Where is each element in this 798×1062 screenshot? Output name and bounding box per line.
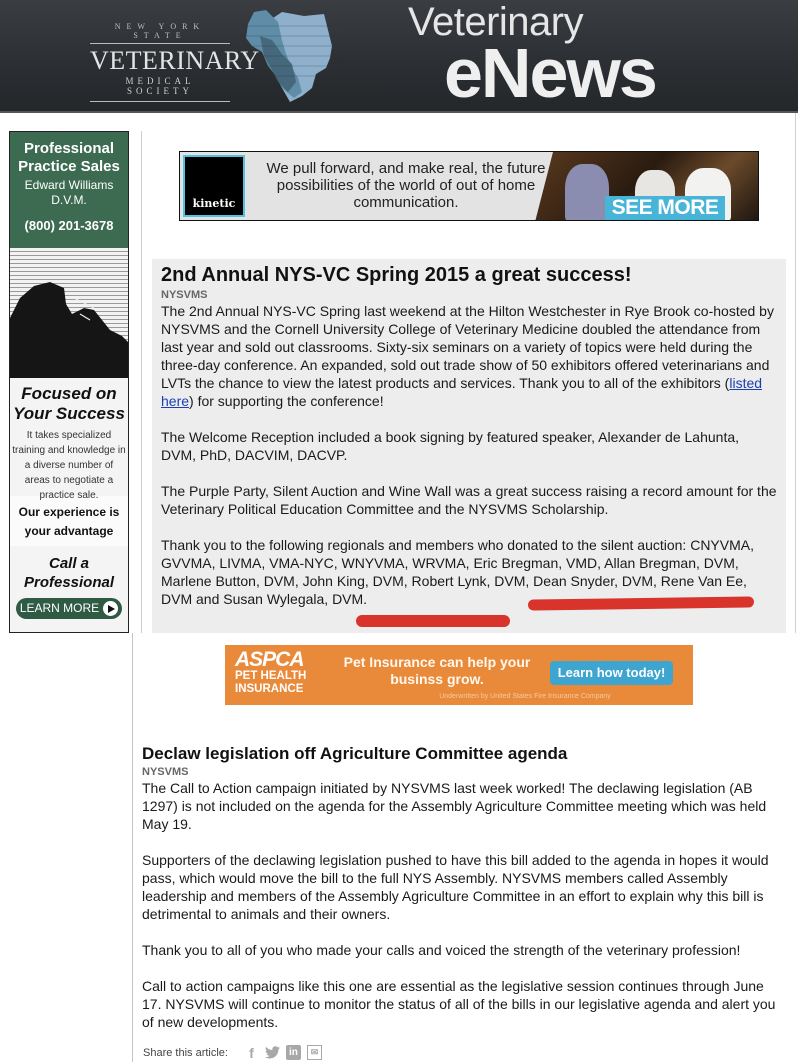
title-veterinary: Veterinary (408, 0, 584, 44)
aspca-pet-insurance-ad[interactable] (225, 645, 693, 705)
linkedin-icon[interactable]: in (286, 1045, 301, 1060)
article-body (142, 779, 782, 1031)
see-more-button[interactable]: SEE MORE (605, 196, 725, 220)
article-source: NYSVMS (161, 289, 208, 301)
ad-heading: Professional Practice Sales (18, 140, 120, 175)
play-arrow-icon (103, 601, 118, 616)
paragraph-text: The 2nd Annual NYS-VC Spring last weekend at the Hilton Westchester in Rye Brook co-hosted by NYSVMS and the Cornell University College of Veterinary Medicine doubled the attendance from last year and sold out classrooms. Sixty-six seminars on a variety of topics were held during the three-day conference. An expanded, sold out trade show of 50 exhibitors offered veterinarians and LVTs the chance to view the latest products and services. Thank you to all of the exhibitors ( (161, 303, 774, 391)
twitter-bird-icon (265, 1046, 280, 1059)
article-paragraph: The Purple Party, Silent Auction and Wine Wall was a great success raising a record amount for the Veterinary Political Education Committee and the NYSVMS Scholarship. (161, 483, 777, 517)
ad-experience-text: Our experience is your advantage (10, 496, 128, 546)
ad-focus-section (10, 378, 128, 501)
article-source: NYSVMS (142, 766, 189, 778)
article-paragraph: The Call to Action campaign initiated by NYSVMS last week worked! The declawing legislation (AB 1297) is not included on the agenda for the Assembly Agriculture Committee meeting which was held May 19. (142, 780, 767, 832)
title-enews: eNews (444, 34, 656, 112)
logo-veterinary-text: VETERINARY (90, 46, 260, 75)
logo-state-text: NEW YORK STATE (90, 22, 230, 44)
column-divider (141, 131, 142, 633)
learn-how-today-button[interactable]: Learn how today! (550, 661, 673, 685)
ad-name: Edward Williams D.V.M. (24, 178, 114, 207)
ad-focus-heading: Focused on Your Success (13, 384, 125, 423)
kinetic-ad-text: We pull forward, and make real, the future possibilities of the world of out of home communication. (266, 160, 546, 211)
ad-phone: (800) 201-3678 (24, 218, 114, 233)
article-paragraph: Supporters of the declawing legislation pushed to have this bill added to the agenda in hopes it would pass, which would move the bill to the full NYS Assembly. NYSVMS members called Assembly leadership and members of the Assembly Agriculture Committee in an effort to explain why this bill is detrimental to animals and their owners. (142, 852, 769, 922)
listed-here-link[interactable]: listed here (161, 375, 763, 409)
article-body (161, 302, 777, 608)
kinetic-banner-ad[interactable] (179, 151, 759, 221)
aspca-logo (235, 650, 315, 696)
article-paragraph (161, 302, 777, 410)
paragraph-text: ) for supporting the conference! (189, 393, 384, 409)
facebook-icon[interactable]: f (249, 1044, 254, 1061)
logo-society-text: MEDICAL SOCIETY (90, 76, 230, 102)
article-declaw-legislation (142, 744, 782, 1031)
article-paragraph: The Welcome Reception included a book signing by featured speaker, Alexander de Lahunta, DVM, PhD, DACVIM, DACVP. (161, 429, 740, 463)
aspca-logo-line2: PET HEALTH (235, 670, 307, 682)
article-title[interactable]: Declaw legislation off Agriculture Committee agenda (142, 744, 568, 763)
red-underline-annotation (356, 615, 510, 627)
ad-silhouette-photo (10, 248, 128, 378)
aspca-ad-message: Pet Insurance can help your businss grow. (343, 654, 531, 687)
animal-silhouette-logo-icon (242, 6, 342, 102)
right-border (795, 113, 796, 633)
kinetic-logo: kinetic (183, 155, 245, 217)
ad-green-header (10, 132, 128, 248)
newsletter-header (0, 0, 798, 113)
learn-more-label: LEARN MORE (19, 601, 100, 615)
article-paragraph: Thank you to all of you who made your calls and voiced the strength of the veterinary profession! (142, 942, 741, 958)
nysvms-logo[interactable] (90, 22, 260, 102)
aspca-logo-text: ASPCA (235, 648, 304, 671)
aspca-logo-line3: INSURANCE (235, 683, 304, 695)
email-icon[interactable]: ✉ (307, 1045, 322, 1060)
twitter-icon[interactable] (265, 1045, 280, 1060)
aspca-underwritten-text: Underwritten by United States Fire Insurance Company (439, 693, 611, 700)
ad-focus-text: It takes specialized training and knowledge in a diverse number of areas to negotiate a practice sale. (12, 430, 126, 501)
article-nys-vc-spring (152, 259, 786, 633)
article-title[interactable]: 2nd Annual NYS-VC Spring 2015 a great success! (161, 264, 632, 286)
share-bar (143, 1045, 322, 1060)
ad-call-section (10, 546, 128, 633)
man-silhouette-icon (10, 248, 128, 378)
ad-call-text: Call a Professional (23, 555, 115, 591)
person-figure (565, 164, 609, 221)
practice-sales-ad[interactable] (9, 131, 129, 633)
column-divider-lower (132, 633, 133, 1062)
article-paragraph: Thank you to the following regionals and members who donated to the silent auction: CNYVMA, GVVMA, LIVMA, VMA-NYC, WNYVMA, WRVMA, Eric Bregman, VMD, Allan Bregman, DVM, Marlene Button, DVM, John King, DVM, Robert Lynk, DVM, Dean Snyder, DVM, Rene Van Ee, DVM and Susan Wylegala, DVM. (161, 537, 754, 607)
article-paragraph: Call to action campaigns like this one are essential as the legislative session continues through June 17. NYSVMS will continue to monitor the status of all of the bills in our legislative agenda and alert you of new developments. (142, 978, 776, 1030)
share-label: Share this article: (143, 1046, 228, 1059)
learn-more-button[interactable] (16, 598, 122, 619)
